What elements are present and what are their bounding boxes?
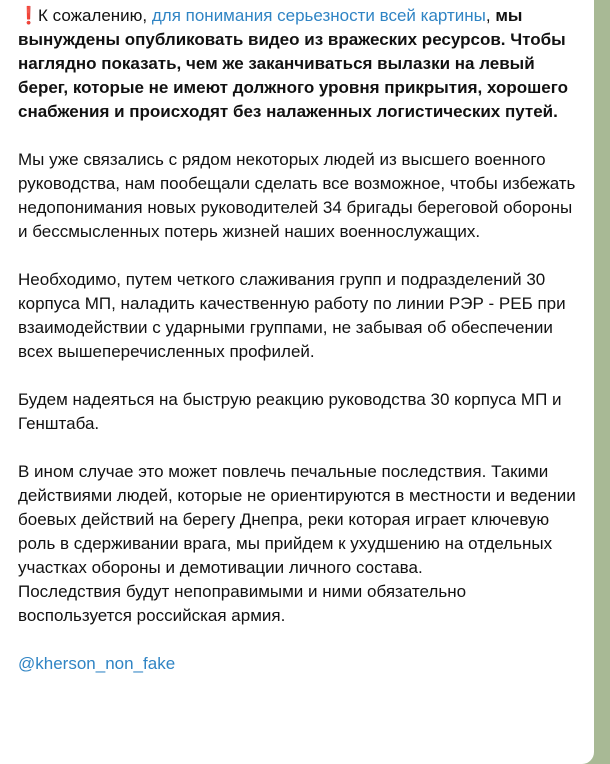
paragraph-leadership: Мы уже связались с рядом некоторых людей из высшего военного руководства, нам пообещали сделать все возможное, чтобы избежать недопонимания новых руководителей 34 бригады береговой обороны и бессмысленных потерь жизней наших военнослужащих.	[18, 150, 576, 241]
paragraph-irreparable: Последствия будут непоправимыми и ними обязательно воспользуется российская армия.	[18, 582, 467, 625]
exclamation-icon: ❗	[18, 6, 40, 25]
intro-comma: ,	[485, 6, 491, 25]
paragraph-consequences: В ином случае это может повлечь печальные последствия. Такими действиями людей, которые не ориентируются в местности и ведении боевых действий на берегу Днепра, реки которая играет ключевую роль в сдерживании врага, мы прийдем к ухудшению на отдельных участках обороны и демотивации личного состава.	[18, 462, 576, 577]
intro-link[interactable]: для понимания серьезности всей картины	[151, 6, 486, 25]
paragraph-reaction: Будем надеяться на быструю реакцию руководства 30 корпуса МП и Генштаба.	[18, 390, 562, 433]
intro-text: К сожалению,	[38, 6, 152, 25]
channel-handle-link[interactable]: @kherson_non_fake	[18, 654, 176, 673]
paragraph-coordination: Необходимо, путем четкого слаживания групп и подразделений 30 корпуса МП, наладить качественную работу по линии РЭР - РЕБ при взаимодействии с ударными группами, не забывая об обеспечении всех вышеперечисленных профилей.	[18, 270, 566, 361]
intro-paragraph	[18, 4, 580, 124]
intro-bold-text: мы вынуждены опубликовать видео из вражеских ресурсов. Чтобы наглядно показать, чем же заканчиваться вылазки на левый берег, которые не имеют должного уровня прикрытия, хорошего снабжения и происходят без налаженных логистических путей.	[18, 6, 568, 121]
